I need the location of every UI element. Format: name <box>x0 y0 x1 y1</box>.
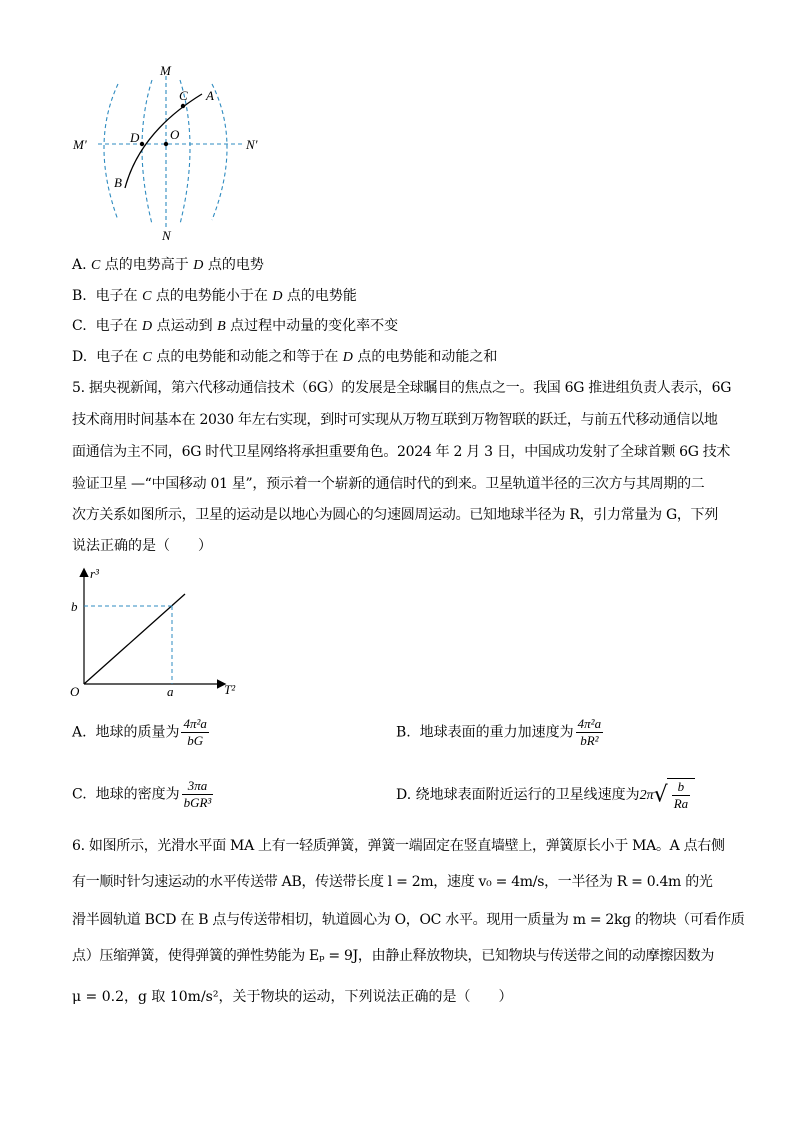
q4-option-b: B. 电子在 C 点的电势能小于在 D 点的电势能 <box>72 288 357 304</box>
label-a: A <box>206 88 214 103</box>
q5-line-6: 说法正确的是（ ） <box>72 538 212 554</box>
point-c <box>181 104 185 108</box>
x-axis-label: T² <box>224 682 236 697</box>
q6-line-3: 滑半圆轨道 BCD 在 B 点与传送带相切，轨道圆心为 O，OC 水平。现用一质量为 m = 2kg 的物块（可看作质 <box>72 912 745 928</box>
fraction-d: $\frac{b}{Ra}$ <box>673 779 689 811</box>
q6-line-4: 点）压缩弹簧，使得弹簧的弹性势能为 Eₚ = 9J，由静止释放物块，已知物块与传送带之间的动摩擦因数为 <box>72 948 715 964</box>
a-tick-label: a <box>167 684 174 699</box>
q5-option-a: A. 地球的质量为 $\frac{\text{4π²a}}{bG}$ <box>72 716 207 748</box>
label-c: C <box>179 88 188 103</box>
b-tick-label: b <box>71 599 78 614</box>
fraction-b: $\frac{\text{4π²a}}{\text{bR²}}$ <box>577 716 602 748</box>
q5-line-1: 5. 据央视新闻，第六代移动通信技术（6G）的发展是全球瞩目的焦点之一。我国 6G 推进组负责人表示，6G <box>72 380 732 396</box>
q5-line-3: 面通信为主不同，6G 时代卫星网络将承担重要角色。2024 年 2 月 3 日，中国成功发射了全球首颗 6G 技术 <box>72 444 731 460</box>
label-n: N <box>162 228 171 242</box>
origin-label: O <box>70 684 80 699</box>
q5-option-d: D. 绕地球表面附近运行的卫星线速度为2π√ $\frac{b}{Ra}$ <box>396 778 695 812</box>
label-o: O <box>170 127 180 142</box>
equipotential-left-inner <box>142 80 152 224</box>
q4-option-a: A. C 点的电势高于 D 点的电势 <box>72 257 264 273</box>
q5-line-4: 验证卫星 —“中国移动 01 星”，预示着一个崭新的通信时代的到来。卫星轨道半径的三次方与其周期的二 <box>72 476 705 492</box>
data-line <box>84 594 185 684</box>
q6-line-5: μ = 0.2，g 取 10m/s²，关于物块的运动，下列说法正确的是（ ） <box>72 989 513 1005</box>
r3-t2-graph <box>68 562 248 702</box>
label-mp: M' <box>73 137 87 152</box>
label-b: B <box>114 175 122 190</box>
fraction-c: $\frac{3\pi a}{\text{bGR³}}$ <box>183 778 212 810</box>
q5-option-b: B. 地球表面的重力加速度为 $\frac{\text{4π²a}}{\text{bR²}}$ <box>396 716 602 748</box>
label-np: N' <box>246 137 258 152</box>
y-axis-label: r³ <box>90 566 99 581</box>
q4-option-d: D. 电子在 C 点的电势能和动能之和等于在 D 点的电势能和动能之和 <box>72 349 498 365</box>
equipotential-left-outer <box>104 84 118 220</box>
q4-option-c: C. 电子在 D 点运动到 B 点过程中动量的变化率不变 <box>72 318 399 334</box>
equipotential-right-outer <box>212 84 227 220</box>
point-d <box>140 142 144 146</box>
fraction-a: $\frac{\text{4π²a}}{bG}$ <box>183 716 207 748</box>
field-diagram <box>70 62 270 242</box>
q5-line-5: 次方关系如图所示，卫星的运动是以地心为圆心的匀速圆周运动。已知地球半径为 R，引力常量为 G，下列 <box>72 507 718 523</box>
label-d: D <box>130 130 140 145</box>
q5-option-c: C. 地球的密度为 $\frac{3\pi a}{\text{bGR³}}$ <box>72 778 212 810</box>
q6-line-2: 有一顺时针匀速运动的水平传送带 AB，传送带长度 l = 2m，速度 v₀ = 4m/s，一半径为 R = 0.4m 的光 <box>72 874 713 890</box>
q6-line-1: 6. 如图所示，光滑水平面 MA 上有一轻质弹簧，弹簧一端固定在竖直墙壁上，弹簧原长小于 MA。A 点右侧 <box>72 838 725 854</box>
label-m: M <box>160 63 171 78</box>
point-o <box>164 142 168 146</box>
q5-line-2: 技术商用时间基本在 2030 年左右实现，到时可实现从万物互联到万物智联的跃迁，与前五代移动通信以地 <box>72 412 718 428</box>
